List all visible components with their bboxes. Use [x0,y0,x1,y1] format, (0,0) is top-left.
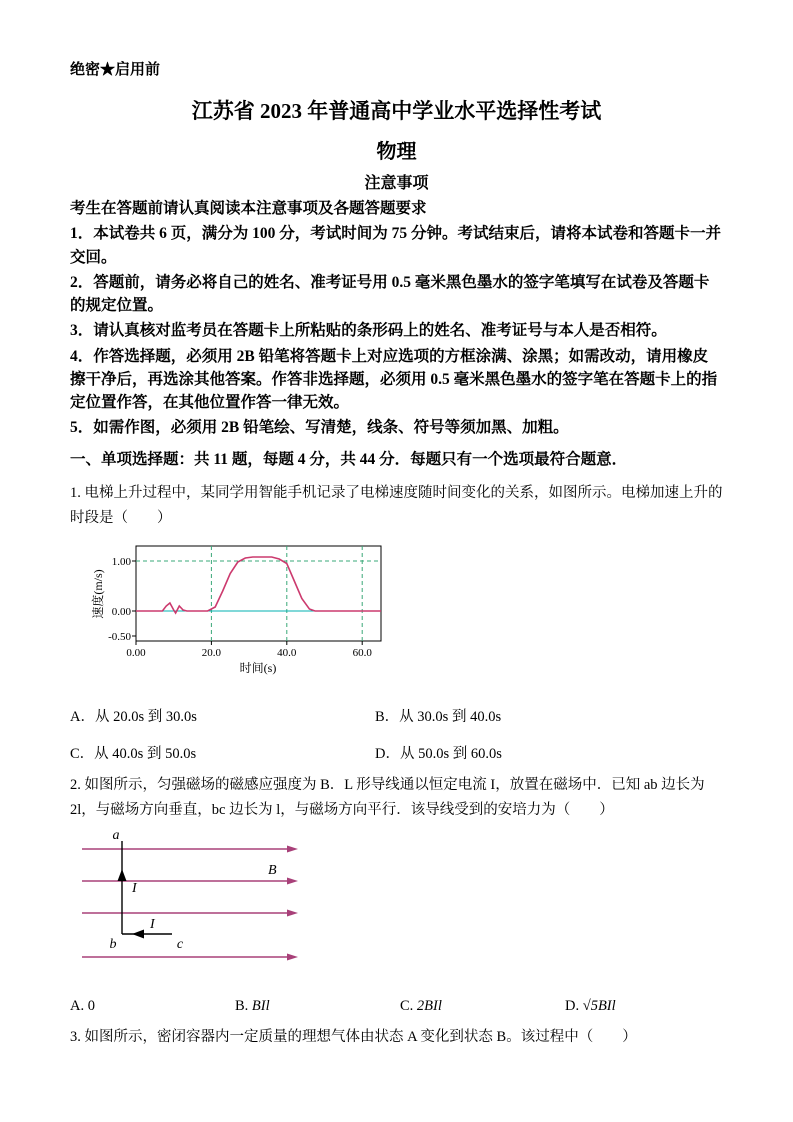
q2-option-b-text: BIl [251,998,270,1015]
q2-option-d-label: D. [565,998,580,1015]
notice-section-title: 注意事项 [364,175,429,192]
y-tick-label-0: 0.00 [111,605,131,618]
q1-option-b-text: 从 30.0s 到 40.0s [399,708,502,725]
velocity-time-chart-svg [86,536,396,686]
question-2-text: 2. 如图所示，匀强磁场的磁感应强度为 B．L 形导线通以恒定电流 I，放置在磁场中．已知 ab 边长为 2l，与磁场方向垂直，bc 边长为 l，与磁场方向平行．该导线受到的安培力为（ ） [70,776,705,818]
question-3-text: 3. 如图所示，密闭容器内一定质量的理想气体由状态 A 变化到状态 B。该过程中（ ） [70,1029,637,1046]
velocity-time-chart [86,536,723,691]
q2-option-c-label: C. [400,998,414,1015]
y-tick-label-neg05: -0.50 [108,630,131,643]
y-tick-label-1: 1.00 [111,555,131,568]
question-1-text: 1. 电梯上升过程中，某同学用智能手机记录了电梯速度随时间变化的关系，如图所示。电梯加速上升的时段是（ ） [70,484,723,527]
field-arrowhead-1 [287,846,298,853]
label-a: a [112,829,120,844]
q1-option-b-label: B． [375,708,400,725]
q2-option-c-text: 2BIl [416,998,442,1015]
q2-option-b-label: B. [235,998,249,1015]
magnetic-field-figure-svg [72,829,312,979]
notice-item-3: 3．请认真核对监考员在答题卡上所粘贴的条形码上的姓名、准考证号与本人是否相符。 [70,322,667,340]
y-axis-title: 速度(m/s) [91,568,105,619]
question-2-options [70,998,723,1015]
q1-option-b [375,705,723,726]
q2-option-b [235,998,400,1015]
q2-option-d-text: √5BIl [582,998,616,1015]
x-tick-label-40: 40.0 [277,646,297,659]
field-arrowhead-3 [287,910,298,917]
q1-option-a-text: 从 20.0s 到 30.0s [94,708,197,725]
q1-option-c-label: C． [70,745,95,762]
label-b: b [109,937,117,953]
notice-item-1: 1．本试卷共 6 页，满分为 100 分，考试时间为 75 分钟。考试结束后，请将本试卷和答题卡一并交回。 [70,225,722,266]
q1-option-d-label: D． [375,745,400,762]
notice-item-4: 4．作答选择题，必须用 2B 铅笔将答题卡上对应选项的方框涂满、涂黑；如需改动，请用橡皮擦干净后，再选涂其他答案。作答非选择题，必须用 0.5 毫米黑色墨水的签字笔在答题卡上的指定位置作答，在其他位置作答一律无效。 [70,347,718,411]
notice-item-2: 2．答题前，请务必将自己的姓名、准考证号用 0.5 毫米黑色墨水的签字笔填写在试卷及答题卡的规定位置。 [70,273,710,314]
label-current-ab: I [132,881,137,897]
subject-title: 物理 [376,141,417,163]
notice-item-5: 5．如需作图，必须用 2B 铅笔绘、写清楚，线条、符号等须加黑、加粗。 [70,419,569,437]
magnetic-field-figure [72,829,723,984]
x-axis-title: 时间(s) [239,660,277,675]
q1-option-d [375,742,723,763]
section-title: 一、单项选择题：共 11 题，每题 4 分，共 44 分．每题只有一个选项最符合题意． [70,450,628,468]
q1-option-d-text: 从 50.0s 到 60.0s [399,745,502,762]
q2-option-a-text: 0 [87,998,95,1015]
label-c: c [176,937,184,953]
q1-option-a-label: A． [70,708,95,725]
q1-option-a [70,705,375,726]
field-arrowhead-4 [287,954,298,961]
x-tick-label-60: 60.0 [352,646,372,659]
q1-option-c [70,742,375,763]
notice-intro: 考生在答题前请认真阅读本注意事项及各题答题要求 [70,200,427,217]
q1-option-c-text: 从 40.0s 到 50.0s [94,745,197,762]
q2-option-c [400,998,565,1015]
current-arrow-ab [118,869,127,881]
q2-option-a [70,998,235,1015]
velocity-curve [136,557,381,613]
label-current-bc: I [150,917,155,933]
field-arrowhead-2 [287,878,298,885]
x-tick-label-20: 20.0 [201,646,222,659]
q2-option-d [565,998,723,1015]
current-arrow-bc [132,930,144,939]
q2-option-a-label: A. [70,998,85,1015]
chart-plot-area [136,546,381,641]
x-tick-label-0: 0.00 [126,646,146,659]
question-1-options [70,705,723,763]
label-field-B: B [268,863,277,879]
exam-title: 江苏省 2023 年普通高中学业水平选择性考试 [191,99,602,123]
classification-label: 绝密★启用前 [70,62,161,78]
